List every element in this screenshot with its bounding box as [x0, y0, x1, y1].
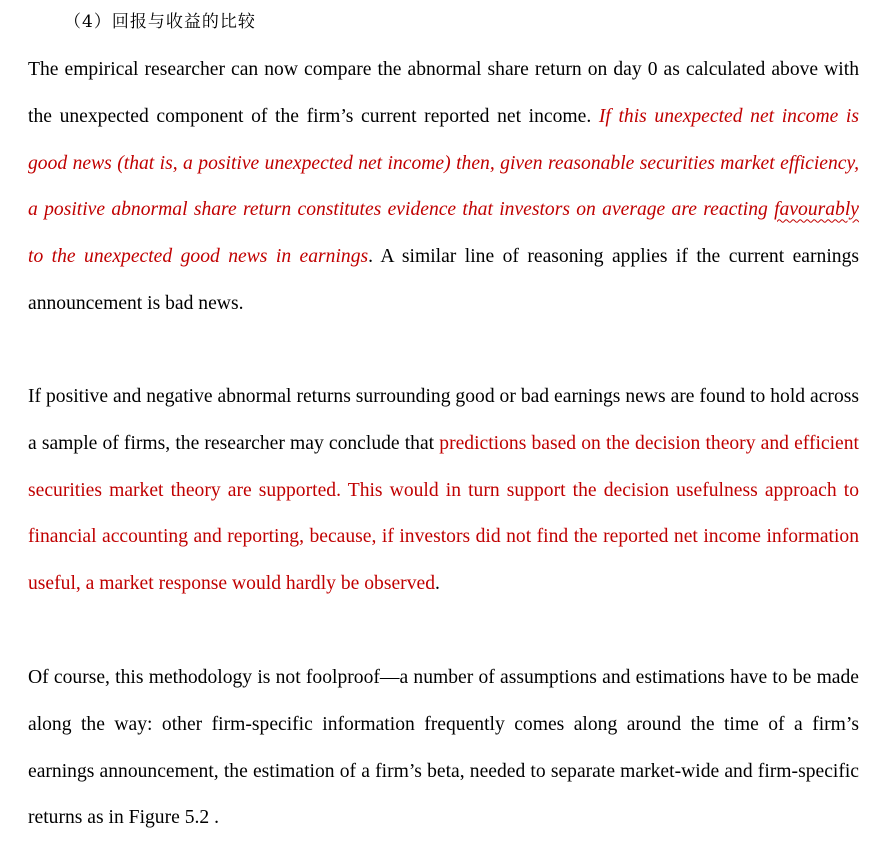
section-heading: （4）回报与收益的比较 — [64, 12, 256, 32]
paragraph-1-highlight-b: to the unexpected good news in earnings — [28, 246, 369, 268]
paragraph-2-highlight: predictions based on the decision theory and efficient securities market theory are supported. This would in turn support the decision usefulness approach to financial accounting and reporting, because, if investors did not find the reported net income information useful, a market response would hardly be observed — [28, 432, 859, 595]
paragraph-1-text-a: The empirical researcher can now compare the abnormal share return on day 0 as calculated above with the unexpected component of the firm’s current reported net income. — [28, 59, 859, 127]
paragraph-1-text-b: . A similar line of reasoning applies if the current earnings announcement is bad news. — [28, 246, 859, 314]
paragraph-2-text-a: If positive and negative abnormal returns surrounding good or bad earnings news are found to hold across a sample of firms, the researcher may conclude that — [28, 386, 859, 454]
paragraph-2 — [28, 374, 859, 608]
paragraph-1 — [28, 47, 859, 328]
paragraph-1-highlight-a: If this unexpected net income is good news (that is, a positive unexpected net income) then, given reasonable securities market efficiency, a positive abnormal share return constitutes evidence that investors on average are reacting — [28, 105, 859, 221]
paragraph-3-text: Of course, this methodology is not foolproof—a number of assumptions and estimations have to be made along the way: other firm-specific information frequently comes along around the time of a firm’s earnings announcement, the estimation of a firm’s beta, needed to separate market-wide and firm-specific returns as in Figure 5.2 . — [28, 667, 859, 829]
paragraph-2-text-b: . — [435, 573, 440, 595]
paragraph-3 — [28, 655, 859, 842]
spellcheck-underlined-word: favourably — [774, 199, 859, 221]
